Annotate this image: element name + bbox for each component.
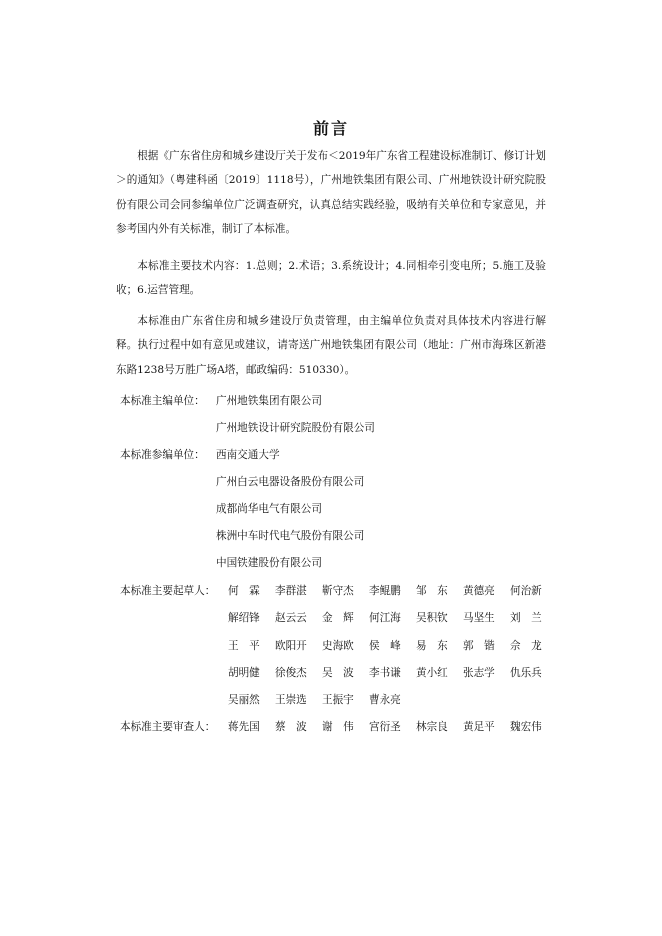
drafter-name: 吴积钦 (416, 612, 448, 624)
drafter-name: 马坚生 (463, 612, 495, 624)
reviewers-label: 本标准主要审查人： (120, 721, 216, 733)
drafters-row (228, 582, 557, 600)
drafter-name: 李书谦 (369, 667, 401, 679)
preface-paragraph: 本标准主要技术内容：1.总则；2.术语；3.系统设计；4.同相牵引变电所；5.施工及验收；6.运营管理。 (116, 260, 546, 297)
participating-unit: 广州白云电器设备股份有限公司 (216, 476, 365, 488)
drafter-name: 吴 波 (322, 667, 354, 679)
drafter-name: 郭 锴 (463, 640, 495, 652)
drafter-name: 胡明健 (228, 667, 260, 679)
drafter-name: 李鲲鹏 (369, 585, 401, 597)
drafter-name: 吴丽然 (228, 694, 260, 706)
drafter-name: 张志学 (463, 667, 495, 679)
drafter-name: 黄小红 (416, 667, 448, 679)
drafter-name: 何 霖 (228, 585, 260, 597)
drafters-row (228, 664, 557, 682)
drafter-name: 黄德亮 (463, 585, 495, 597)
reviewer-name: 黄足平 (463, 721, 495, 733)
participating-unit: 西南交通大学 (216, 449, 280, 461)
drafter-name: 王崇选 (275, 694, 307, 706)
drafter-name: 何治新 (510, 585, 542, 597)
reviewer-name: 蒋先国 (228, 721, 260, 733)
participating-unit: 成都尚华电气有限公司 (216, 503, 322, 515)
preface-paragraph: 根据《广东省住房和城乡建设厅关于发布＜2019年广东省工程建设标准制订、修订计划＞的通知》（粤建科函〔2019〕1118号），广州地铁集团有限公司、广州地铁设计研究院股份有限公司会同参编单位广泛调查研究，认真总结实践经验，吸纳有关单位和专家意见，并参考国内外有关标准，制订了本标准。 (116, 150, 546, 235)
drafter-name: 徐俊杰 (275, 667, 307, 679)
participating-units-label: 本标准参编单位： (120, 449, 205, 461)
reviewer-name: 蔡 波 (275, 721, 307, 733)
drafters-row (228, 609, 557, 627)
chief-unit: 广州地铁集团有限公司 (216, 395, 322, 407)
drafter-name: 王振宇 (322, 694, 354, 706)
page-title: 前言 (312, 119, 349, 138)
participating-unit: 株洲中车时代电气股份有限公司 (216, 530, 365, 542)
chief-units-label: 本标准主编单位： (120, 395, 205, 407)
drafter-name: 史海欧 (322, 640, 354, 652)
chief-unit: 广州地铁设计研究院股份有限公司 (216, 422, 375, 434)
reviewer-name: 魏宏伟 (510, 721, 542, 733)
drafter-name: 佘 龙 (510, 640, 542, 652)
drafter-name: 赵云云 (275, 612, 307, 624)
drafter-name: 王 平 (228, 640, 260, 652)
drafters-row (228, 637, 557, 655)
drafter-name: 曹永亮 (369, 694, 401, 706)
drafter-name: 解绍锋 (228, 612, 260, 624)
drafter-name: 仇乐兵 (510, 667, 542, 679)
drafter-name: 欧阳开 (275, 640, 307, 652)
drafter-name: 刘 兰 (510, 612, 542, 624)
drafter-name: 靳守杰 (322, 585, 354, 597)
drafter-name: 邹 东 (416, 585, 448, 597)
drafter-name: 何江海 (369, 612, 401, 624)
reviewer-name: 宫衍圣 (369, 721, 401, 733)
reviewer-name: 林宗良 (416, 721, 448, 733)
drafter-name: 李群湛 (275, 585, 307, 597)
drafters-row (228, 691, 416, 709)
reviewers-row (228, 718, 557, 736)
preface-paragraph: 本标准由广东省住房和城乡建设厅负责管理，由主编单位负责对具体技术内容进行解释。执行过程中如有意见或建议，请寄送广州地铁集团有限公司（地址：广州市海珠区新港东路1238号万胜广场A塔，邮政编码：510330）。 (116, 315, 546, 376)
drafter-name: 侯 峰 (369, 640, 401, 652)
drafter-name: 易 东 (416, 640, 448, 652)
participating-unit: 中国铁建股份有限公司 (216, 557, 322, 569)
drafter-name: 金 辉 (322, 612, 354, 624)
reviewer-name: 谢 伟 (322, 721, 354, 733)
drafters-label: 本标准主要起草人： (120, 585, 216, 597)
